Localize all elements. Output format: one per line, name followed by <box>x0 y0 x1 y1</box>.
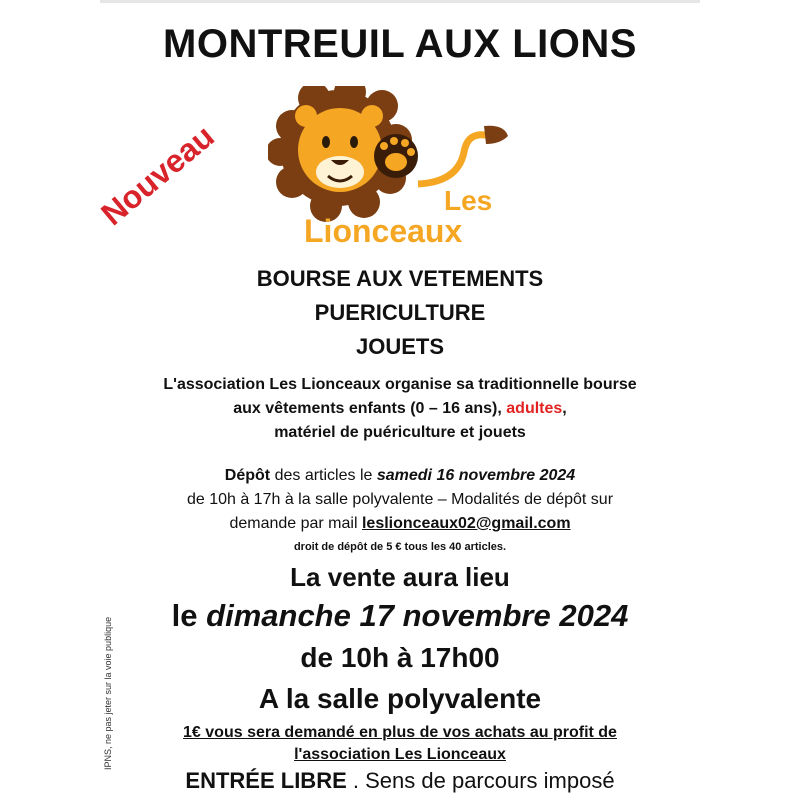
depot-text: des articles le <box>274 467 373 484</box>
sale-line-1: La vente aura lieu <box>290 562 510 592</box>
logo-text-lionceaux: Lionceaux <box>304 213 463 246</box>
intro-adultes: adultes <box>506 400 563 417</box>
sale-venue: A la salle polyvalente <box>258 683 542 714</box>
ipns-side-note: IPNS, ne pas jeter sur la voie publique <box>103 616 113 770</box>
depot-section <box>0 464 800 536</box>
depot-mail-text: demande par mail <box>229 515 358 532</box>
entree-libre: ENTRÉE LIBRE <box>185 768 347 793</box>
depot-line-3 <box>0 512 800 536</box>
intro-line-3: matériel de puériculture et jouets <box>274 424 526 441</box>
event-headings <box>0 262 800 364</box>
sale-line-2 <box>0 598 800 634</box>
depot-fee: droit de dépôt de 5 € tous les 40 articles. <box>293 541 507 553</box>
intro-line-2-text: aux vêtements enfants (0 – 16 ans), <box>233 400 502 417</box>
intro-line-2 <box>0 397 800 421</box>
depot-email-link[interactable]: leslionceaux02@gmail.com <box>361 515 571 532</box>
nouveau-badge: Nouveau <box>94 117 221 233</box>
contribution-line-2: l'association Les Lionceaux <box>294 746 506 763</box>
sale-hours: de 10h à 17h00 <box>300 642 500 673</box>
lion-tail <box>418 135 490 184</box>
intro-line-1: L'association Les Lionceaux organise sa traditionnelle bourse <box>163 376 637 393</box>
intro-paragraph <box>0 373 800 445</box>
parcours-note: . Sens de parcours imposé <box>352 768 615 793</box>
contribution-line-1: 1€ vous sera demandé en plus de vos achats au profit de <box>183 724 617 741</box>
heading-jouets: JOUETS <box>355 334 445 359</box>
depot-date: samedi 16 novembre 2024 <box>376 467 576 484</box>
intro-line-2-end: , <box>562 400 567 417</box>
lionceaux-logo <box>268 86 518 246</box>
depot-line-2: de 10h à 17h à la salle polyvalente – Modalités de dépôt sur <box>186 491 614 508</box>
depot-label: Dépôt <box>224 467 271 484</box>
contribution-note <box>0 722 800 766</box>
depot-line-1 <box>0 464 800 488</box>
entry-info <box>0 768 800 794</box>
sale-le: le <box>171 598 198 633</box>
page-title: MONTREUIL AUX LIONS <box>163 22 637 66</box>
heading-puericulture: PUERICULTURE <box>314 300 486 325</box>
tail-tuft <box>484 126 508 144</box>
paw-icon <box>374 134 418 178</box>
sale-date: dimanche 17 novembre 2024 <box>206 598 629 633</box>
heading-bourse: BOURSE AUX VETEMENTS <box>256 266 544 291</box>
logo-text-les: Les <box>444 185 493 216</box>
top-border <box>100 0 700 3</box>
